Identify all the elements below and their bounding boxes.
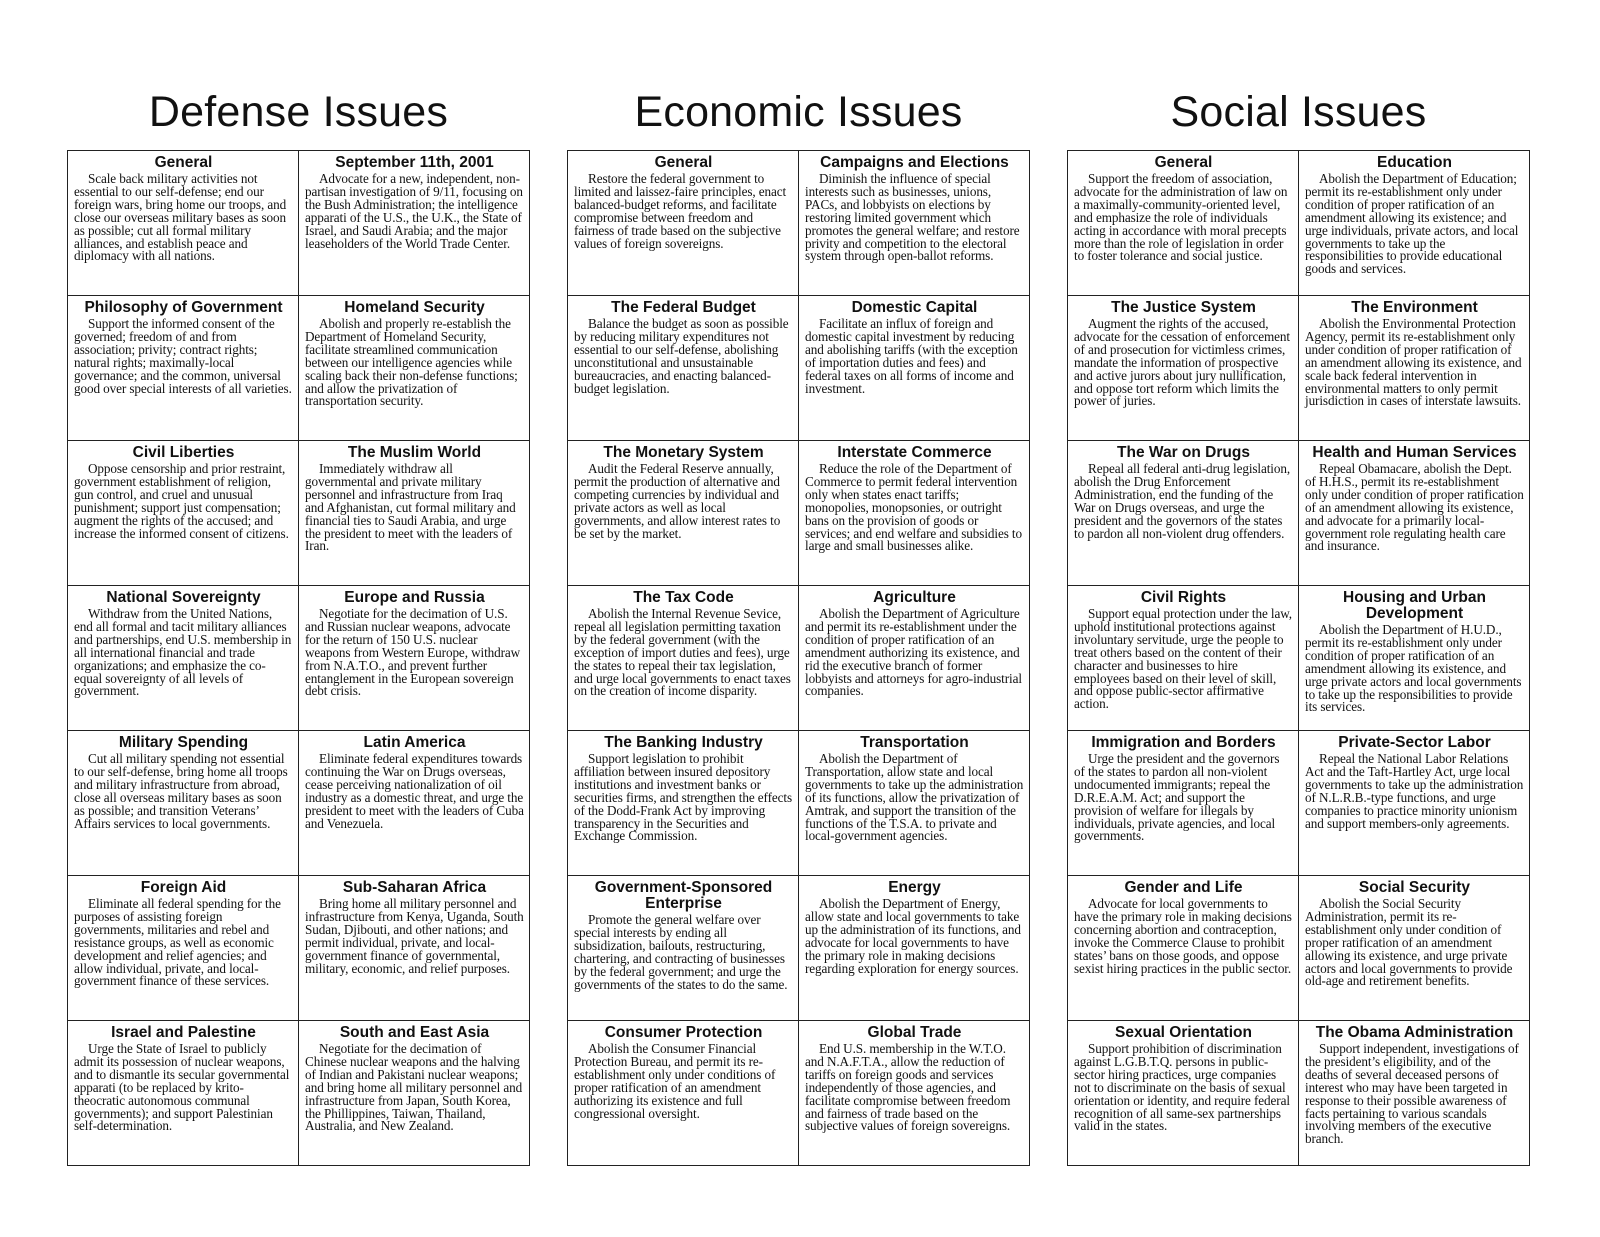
issue-cell xyxy=(299,586,530,731)
issue-title: The Muslim World xyxy=(347,444,482,461)
issue-title: South and East Asia xyxy=(339,1024,490,1041)
issue-text: Balance the budget as soon as possible by reducing military expenditures not essential to our self-defense, abolishing unconstitutional and unsustainable bureaucracies, and enacting balanced-budget legislation. xyxy=(574,316,789,396)
issue-title: Private-Sector Labor xyxy=(1338,734,1491,751)
issue-text: Audit the Federal Reserve annually, permit the production of alternative and competing currencies by individual and private actors as well as local governments, and allow interest rates to be set by the market. xyxy=(574,461,781,541)
issue-cell xyxy=(1068,1021,1299,1166)
issue-title: Education xyxy=(1377,154,1452,171)
issue-cell xyxy=(1068,731,1299,876)
issue-title: The War on Drugs xyxy=(1117,444,1250,461)
issue-title: General xyxy=(154,154,213,171)
issue-text: Immediately withdraw all governmental and private military personnel and infrastructure from Iraq and Afghanistan, cut formal military and financial ties to Saudi Arabia, and urge the president to meet with the leaders of Iran. xyxy=(305,461,516,554)
issue-text: Advocate for a new, independent, non-partisan investigation of 9/11, focusing on the Bush Administration; the intelligence apparati of the U.S., the U.K., the State of Israel, and Saudi Arabia; and the major leaseholders of the World Trade Center. xyxy=(305,171,523,251)
issue-text: Support legislation to prohibit affiliation between insured depository institutions and investment banks or securities firms, and strengthen the effects of the Dodd-Frank Act by improving transparency in the Securities and Exchange Commission. xyxy=(574,751,793,844)
issue-title: Military Spending xyxy=(118,734,249,751)
issue-cell xyxy=(1299,296,1530,441)
issue-title: Sub-Saharan Africa xyxy=(342,879,487,896)
issue-title: Immigration and Borders xyxy=(1091,734,1276,751)
issue-title: Europe and Russia xyxy=(344,589,485,606)
issue-text: Oppose censorship and prior restraint, government establishment of religion, gun control, and cruel and unusual punishment; support just compensation; augment the rights of the accused; and increase the informed consent of citizens. xyxy=(74,461,289,541)
issue-cell xyxy=(1299,876,1530,1021)
issue-text: Eliminate federal expenditures towards continuing the War on Drugs overseas, cease perceiving nationalization of oil industry as a domestic threat, and urge the president to meet with the leaders of Cuba and Venezuela. xyxy=(305,751,524,831)
issue-cell xyxy=(68,1021,299,1166)
issue-cell xyxy=(299,731,530,876)
issue-title: Transportation xyxy=(860,734,969,751)
issue-cell xyxy=(68,731,299,876)
issue-cell xyxy=(799,151,1030,296)
issue-title: Housing and Urban Development xyxy=(1343,589,1486,622)
issue-text: Augment the rights of the accused, advocate for the cessation of enforcement of and prosecution for victimless crimes, mandate the information of prospective and active jurors about jury nullification, and oppose tort reform which limits the power of juries. xyxy=(1074,316,1290,409)
issue-title: Foreign Aid xyxy=(140,879,227,896)
issue-title: Campaigns and Elections xyxy=(820,154,1009,171)
issue-text: Urge the president and the governors of the states to pardon all non-violent undocumented immigrants; repeal the D.R.E.A.M. Act; and support the provision of welfare for illegals by individuals, private agencies, and local governments. xyxy=(1074,751,1280,844)
issues-grid xyxy=(67,150,530,1166)
section-social xyxy=(1067,78,1530,1166)
section-economic xyxy=(567,78,1030,1166)
issue-text: Advocate for local governments to have the primary role in making decisions concerning abortion and contraception, invoke the Commerce Clause to prohibit states’ bans on those goods, and oppose sexist hiring practices in the public sector. xyxy=(1074,896,1292,976)
issue-text: Abolish the Department of Transportation, allow state and local governments to take up the administration of its functions, allow the privatization of Amtrak, and support the transition of the functions of the T.S.A. to private and local-government agencies. xyxy=(805,751,1024,844)
issue-title: September 11th, 2001 xyxy=(335,154,494,171)
issue-title: Interstate Commerce xyxy=(837,444,992,461)
issue-text: Bring home all military personnel and infrastructure from Kenya, Uganda, South Sudan, Djibouti, and other nations; and permit individual, private, and local-government finance of governmental, military, economic, and relief purposes. xyxy=(305,896,524,976)
issue-title: The Monetary System xyxy=(603,444,764,461)
issue-text: Cut all military spending not essential to our self-defense, bring home all troops and military infrastructure from abroad, close all overseas military bases as soon as possible; and transition Veterans’ Affairs services to local governments. xyxy=(74,751,288,831)
issue-text: Abolish the Environmental Protection Agency, permit its re-establishment only under condition of proper ratification of an amendment allowing its existence, and scale back federal intervention in environmental matters to only permit jurisdiction in cases of interstate lawsuits. xyxy=(1305,316,1522,409)
issue-cell xyxy=(568,586,799,731)
issue-cell xyxy=(68,876,299,1021)
issue-text: Support independent, investigations of the president’s eligibility, and of the deaths of several deceased persons of interest who may have been targeted in response to their possible awareness of facts pertaining to various scandals involving members of the executive branch. xyxy=(1305,1041,1519,1147)
issue-text: Facilitate an influx of foreign and domestic capital investment by reducing and abolishing tariffs (with the exception of importation duties and fees) and federal taxes on all forms of income and investment. xyxy=(805,316,1018,396)
issue-cell xyxy=(1068,151,1299,296)
issue-cell xyxy=(1068,441,1299,586)
issue-text: Urge the State of Israel to publicly admit its possession of nuclear weapons, and to dismantle its secular governmental apparati (to be replaced by krito-theocratic autonomous communal governments); and support Palestinian self-determination. xyxy=(74,1041,290,1134)
issue-cell xyxy=(1299,1021,1530,1166)
issue-cell xyxy=(1068,296,1299,441)
issue-text: Negotiate for the decimation of Chinese nuclear weapons and the halving of Indian and Pakistani nuclear weapons; and bring home all military personnel and infrastructure from Japan, South Korea, the Phillippines, Taiwan, Thailand, Australia, and New Zealand. xyxy=(305,1041,523,1134)
issue-title: Philosophy of Government xyxy=(84,299,283,316)
section-title: Defense Issues xyxy=(148,88,449,136)
issue-cell xyxy=(299,296,530,441)
issue-text: End U.S. membership in the W.T.O. and N.A.F.T.A., allow the reduction of tariffs on foreign goods and services independently of those agencies, and facilitate compromise between freedom and fairness of trade based on the subjective values of foreign sovereigns. xyxy=(805,1041,1011,1134)
issues-grid xyxy=(567,150,1030,1166)
issue-title: Agriculture xyxy=(873,589,956,606)
issue-cell xyxy=(299,151,530,296)
issue-cell xyxy=(299,876,530,1021)
issue-title: General xyxy=(1154,154,1213,171)
issue-cell xyxy=(568,296,799,441)
issue-text: Promote the general welfare over special interests by ending all subsidization, bailouts, restructuring, chartering, and contracting of businesses by the federal government; and urge the governments of the states to do the same. xyxy=(574,912,788,992)
section-defense xyxy=(67,78,530,1166)
issue-title: Civil Liberties xyxy=(132,444,235,461)
issue-text: Abolish the Consumer Financial Protection Bureau, and permit its re-establishment only under conditions of proper ratification of an amendment authorizing its existence and full congressional oversight. xyxy=(574,1041,776,1121)
issue-title: The Banking Industry xyxy=(604,734,763,751)
issue-title: The Justice System xyxy=(1111,299,1256,316)
issue-text: Abolish the Department of Education; permit its re-establishment only under condition of proper ratification of an amendment allowing its existence; and urge individuals, private actors, and local governments to take up the responsibilities to provide educational goods and services. xyxy=(1305,171,1519,277)
issue-text: Support the informed consent of the governed; freedom of and from association; privity; contract rights; natural rights; maximally-local governance; and the common, universal good over special interests of all varieties. xyxy=(74,316,292,396)
issue-text: Restore the federal government to limited and laissez-faire principles, enact balanced-budget reforms, and facilitate compromise between freedom and fairness of trade based on the subjective values of foreign sovereigns. xyxy=(574,171,787,251)
issue-cell xyxy=(68,151,299,296)
issue-title: Gender and Life xyxy=(1124,879,1243,896)
issue-text: Reduce the role of the Department of Commerce to permit federal intervention only when states enact tariffs; monopolies, monopsonies, or outright bans on the provision of goods or services; and end welfare and subsidies to large and small businesses alike. xyxy=(805,461,1022,554)
section-title: Economic Issues xyxy=(634,88,963,136)
issue-text: Support equal protection under the law, uphold institutional protections against involuntary servitude, urge the people to treat others based on the content of their character and businesses to hire employees based on their level of skill, and oppose public-sector affirmative action. xyxy=(1074,606,1292,712)
issue-text: Abolish the Department of Agriculture and permit its re-establishment under the condition of proper ratification of an amendment authorizing its existence, and rid the executive branch of former lobbyists and attorneys for agro-industrial companies. xyxy=(805,606,1022,699)
issue-text: Support the freedom of association, advocate for the administration of law on a maximally-community-oriented level, and emphasize the role of individuals acting in accordance with moral precepts more than the role of legislation in order to foster tolerance and social justice. xyxy=(1074,171,1288,264)
issue-text: Abolish the Social Security Administration, permit its re-establishment only under condition of proper ratification of an amendment allowing its existence, and urge private actors and local governments to provide old-age and retirement benefits. xyxy=(1305,896,1513,989)
issue-text: Eliminate all federal spending for the purposes of assisting foreign governments, militaries and rebel and resistance groups, as well as economic development and relief agencies; and allow individual, private, and local-government finance of these services. xyxy=(74,896,281,989)
issue-cell xyxy=(1299,441,1530,586)
issue-title: Homeland Security xyxy=(344,299,485,316)
issue-cell xyxy=(799,1021,1030,1166)
issue-text: Repeal Obamacare, abolish the Dept. of H.H.S., permit its re-establishment only under condition of proper ratification of an amendment allowing its existence, and advocate for a primarily local-government role regulating health care and insurance. xyxy=(1305,461,1524,554)
issue-title: Energy xyxy=(888,879,941,896)
issue-title: Latin America xyxy=(363,734,466,751)
issue-cell xyxy=(68,586,299,731)
issue-title: Consumer Protection xyxy=(604,1024,763,1041)
issue-cell xyxy=(1068,586,1299,731)
issue-text: Diminish the influence of special interests such as businesses, unions, PACs, and lobbyists on elections by restoring limited government which promotes the general welfare; and restore privity and competition to the electoral system through open-ballot reforms. xyxy=(805,171,1020,264)
issue-title: Health and Human Services xyxy=(1312,444,1517,461)
issue-title: The Tax Code xyxy=(633,589,734,606)
issue-cell xyxy=(1299,731,1530,876)
issue-title: The Environment xyxy=(1351,299,1478,316)
issue-title: Domestic Capital xyxy=(851,299,978,316)
issue-title: General xyxy=(654,154,713,171)
issue-title: Civil Rights xyxy=(1140,589,1227,606)
issue-title: The Federal Budget xyxy=(611,299,756,316)
issue-text: Scale back military activities not essential to our self-defense; end our foreign wars, bring home our troops, and close our overseas military bases as soon as possible; cut all formal military alliances, and establish peace and diplomacy with all nations. xyxy=(74,171,287,264)
issue-cell xyxy=(568,731,799,876)
section-title: Social Issues xyxy=(1170,88,1427,136)
issue-text: Abolish and properly re-establish the Department of Homeland Security, facilitate streamlined communication between our intelligence agencies while scaling back their non-defense functions; and allow the privatization of transportation security. xyxy=(305,316,518,409)
issues-grid xyxy=(1067,150,1530,1166)
issue-cell xyxy=(1299,586,1530,731)
issue-cell xyxy=(568,441,799,586)
issue-text: Withdraw from the United Nations, end all formal and tacit military alliances and partnerships, end U.S. membership in all international financial and trade organizations; and emphasize the co-equal sovereignty of all levels of government. xyxy=(74,606,292,699)
issue-cell xyxy=(568,1021,799,1166)
issue-cell xyxy=(1068,876,1299,1021)
issue-text: Abolish the Department of Energy, allow state and local governments to take up the administration of its functions, and advocate for local governments to have the primary role in making decisions regarding exploration for energy sources. xyxy=(805,896,1021,976)
issue-text: Support prohibition of discrimination against L.G.B.T.Q. persons in public-sector hiring practices, urge companies not to discriminate on the basis of sexual orientation or identity, and require federal recognition of all same-sex partnerships valid in the states. xyxy=(1074,1041,1290,1134)
issue-title: Global Trade xyxy=(867,1024,962,1041)
issue-text: Abolish the Department of H.U.D., permit its re-establishment only under condition of proper ratification of an amendment allowing its existence, and urge private actors and local governments to take up the responsibilities to provide its services. xyxy=(1305,622,1522,715)
issue-cell xyxy=(68,441,299,586)
issue-title: Social Security xyxy=(1358,879,1471,896)
issue-text: Repeal all federal anti-drug legislation, abolish the Drug Enforcement Administration, end the funding of the War on Drugs overseas, and urge the president and the governors of the states to pardon all non-violent drug offenders. xyxy=(1074,461,1291,541)
issue-text: Negotiate for the decimation of U.S. and Russian nuclear weapons, advocate for the return of 150 U.S. nuclear weapons from Western Europe, withdraw from N.A.T.O., and prevent further entanglement in the European sovereign debt crisis. xyxy=(305,606,521,699)
issue-text: Repeal the National Labor Relations Act and the Taft-Hartley Act, urge local governments to take up the administration of N.L.R.B.-type functions, and urge companies to practice minority unionism and support members-only agreements. xyxy=(1305,751,1524,831)
issue-cell xyxy=(299,1021,530,1166)
issue-cell xyxy=(799,731,1030,876)
issue-cell xyxy=(299,441,530,586)
issue-title: Israel and Palestine xyxy=(111,1024,256,1041)
issue-title: Government-Sponsored Enterprise xyxy=(594,879,773,912)
issue-cell xyxy=(568,876,799,1021)
issue-cell xyxy=(68,296,299,441)
issue-cell xyxy=(799,296,1030,441)
issue-cell xyxy=(799,586,1030,731)
issue-cell xyxy=(1299,151,1530,296)
issue-title: National Sovereignty xyxy=(106,589,261,606)
issue-title: The Obama Administration xyxy=(1315,1024,1514,1041)
issue-cell xyxy=(568,151,799,296)
issue-cell xyxy=(799,441,1030,586)
issue-cell xyxy=(799,876,1030,1021)
issue-title: Sexual Orientation xyxy=(1115,1024,1252,1041)
issue-text: Abolish the Internal Revenue Sevice, repeal all legislation permitting taxation by the federal government (with the exception of import duties and fees), urge the states to repeal their tax legislation, and urge local governments to enact taxes on the creation of income disparity. xyxy=(574,606,791,699)
